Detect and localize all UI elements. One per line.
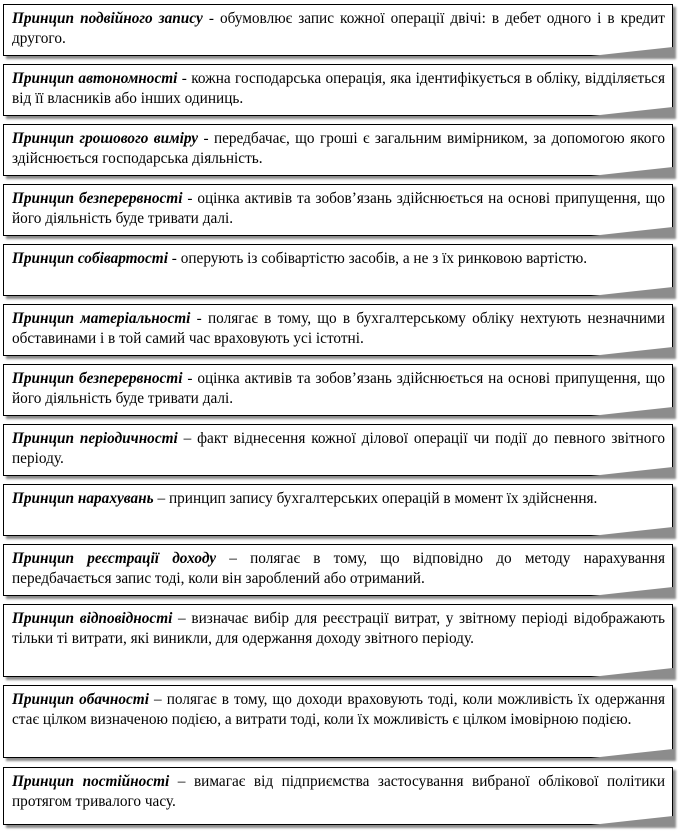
principle-card: [3, 4, 673, 56]
page-curl-icon: [591, 407, 673, 416]
page-curl-icon: [591, 527, 673, 536]
principle-term: Принцип відповідності: [12, 610, 173, 627]
principle-term: Принцип безперервності: [12, 370, 183, 387]
principle-separator: -: [182, 190, 198, 207]
principle-separator: –: [177, 430, 198, 447]
principle-separator: -: [198, 130, 214, 147]
principle-card: [3, 604, 673, 677]
principle-definition: передбачає, що гроші є загальним вимірником, за допомогою якого здійснюється господарська діяльність.: [12, 130, 665, 167]
principle-definition: принцип запису бухгалтерських операцій в момент їх здійснення.: [168, 490, 598, 507]
principle-card: [3, 184, 673, 236]
page-curl-icon: [591, 47, 673, 56]
page-curl-icon: [591, 107, 673, 116]
principle-separator: –: [153, 490, 169, 507]
principle-separator: –: [148, 691, 167, 708]
page-curl-icon: [591, 816, 673, 825]
principle-separator: –: [169, 773, 194, 790]
principle-term: Принцип подвійного запису: [12, 10, 203, 27]
principle-definition: полягає в тому, що в бухгалтерському обліку нехтують незначними обставинами і в той самий час враховують усі істотні.: [12, 310, 665, 347]
principle-definition: визначає вибір для реєстрації витрат, у звітному періоді відображають тільки ті витрати, які виникли, для одержання доходу звітного періоду.: [12, 610, 665, 647]
page-curl-icon: [591, 227, 673, 236]
page-curl-icon: [591, 467, 673, 476]
principle-separator: –: [172, 610, 192, 627]
page-curl-icon: [591, 587, 673, 596]
principle-term: Принцип матеріальності: [12, 310, 191, 327]
principle-separator: -: [202, 10, 220, 27]
principle-card: [3, 244, 673, 296]
principle-card: [3, 484, 673, 536]
page-curl-icon: [591, 347, 673, 356]
principle-definition: оцінка активів та зобов’язань здійснюється на основі припущення, що його діяльність буде тривати далі.: [12, 370, 665, 407]
principle-definition: оперують із собівартістю засобів, а не з їх ринковою вартістю.: [180, 250, 588, 267]
principle-separator: –: [216, 550, 251, 567]
principle-definition: вимагає від підприємства застосування вибраної облікової політики протягом тривалого часу.: [12, 773, 665, 810]
principle-term: Принцип собівартості: [12, 250, 168, 267]
principle-card: [3, 767, 673, 825]
principle-term: Принцип автономності: [12, 70, 178, 87]
principle-card: [3, 364, 673, 416]
principle-separator: -: [190, 310, 208, 327]
principle-card: [3, 685, 673, 758]
principle-definition: факт віднесення кожної ділової операції чи події до певного звітного періоду.: [12, 430, 666, 467]
principle-term: Принцип реєстрації доходу: [12, 550, 217, 567]
page-curl-icon: [591, 668, 673, 677]
page-curl-icon: [591, 287, 673, 296]
principle-definition: полягає в тому, що доходи враховують тоді, коли можливість їх одержання стає цілком визначеною подією, а витрати тоді, коли їх можливість є цілком імовірною подією.: [12, 691, 666, 728]
principle-card: [3, 424, 673, 476]
principle-card: [3, 124, 673, 176]
principle-definition: полягає в тому, що відповідно до методу нарахування передбачається запис тоді, коли він зароблений або отриманий.: [12, 550, 665, 587]
page-curl-icon: [591, 167, 673, 176]
principle-separator: -: [182, 370, 198, 387]
principle-separator: -: [167, 250, 181, 267]
principle-term: Принцип періодичності: [12, 430, 178, 447]
principle-card: [3, 544, 673, 596]
principle-term: Принцип нарахувань: [12, 490, 154, 507]
principle-term: Принцип грошового виміру: [12, 130, 199, 147]
principle-term: Принцип обачності: [12, 691, 149, 708]
principle-definition: обумовлює запис кожної операції двічі: в дебет одного і в кредит другого.: [12, 10, 665, 47]
principle-card: [3, 64, 673, 116]
page-curl-icon: [591, 749, 673, 758]
principle-term: Принцип постійності: [12, 773, 170, 790]
principle-term: Принцип безперервності: [12, 190, 183, 207]
principle-definition: оцінка активів та зобов’язань здійснюється на основі припущення, що його діяльність буде тривати далі.: [12, 190, 665, 227]
principle-card: [3, 304, 673, 356]
principle-definition: кожна господарська операція, яка ідентифікується в обліку, відділяється від її власників або інших одиниць.: [12, 70, 665, 107]
principle-separator: -: [177, 70, 192, 87]
